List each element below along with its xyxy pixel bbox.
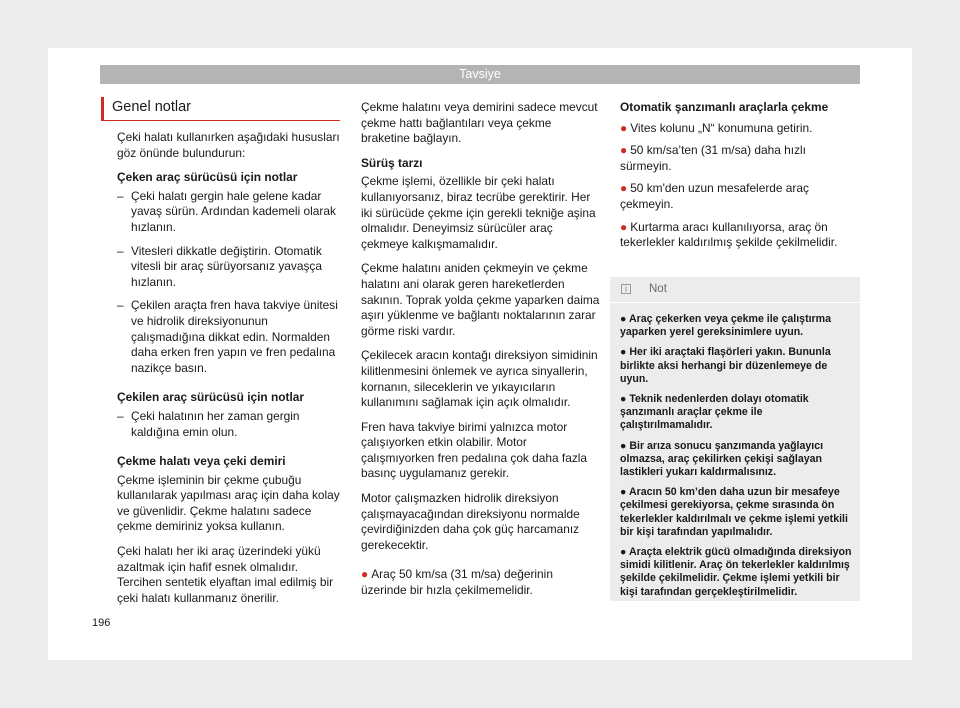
list-item: – Vitesleri dikkatle değiştirin. Otomatik vitesli bir araç sürüyorsanız yavaşça hızlanın. xyxy=(117,244,343,291)
list-item-text: Araç 50 km/sa (31 m/sa) değerinin üzerinde bir hızla çekilmemelidir. xyxy=(361,567,553,598)
bullet-icon: ● xyxy=(620,393,630,406)
note-item xyxy=(620,546,856,599)
bullet-icon: ● xyxy=(620,219,628,234)
list-item xyxy=(620,181,860,212)
paragraph: Çekme halatını aniden çekmeyin ve çekme halatını ani olarak geren hareketlerden sakının. Toprak yolda çekme yaparken daima aşırı yüklenme ve bağlantı noktalarının zarar görme riski vardır. xyxy=(361,261,600,338)
paragraph: Çekme halatını veya demirini sadece mevcut çekme hattı bağlantıları veya çekme braketine bağlayın. xyxy=(361,100,598,146)
page-number: 196 xyxy=(92,617,111,629)
note-body xyxy=(620,313,856,606)
note-item-text: Araç çekerken veya çekme ile çalıştırma yaparken yerel gereksinimlere uyun. xyxy=(620,313,831,339)
list-item xyxy=(361,567,601,598)
list-item: – Çeki halatının her zaman gergin kaldığına emin olun. xyxy=(117,409,343,440)
paragraph: Çekilecek aracın kontağı direksiyon simidinin kilitlenmesini önlemek ve ayrıca sinyallerin, kornanın, sileceklerin ve yıkayıcıların kullanımını sağlamak için açık olmalıdır. xyxy=(361,348,598,410)
paragraph: Motor çalışmazken hidrolik direksiyon çalışmayacağından direksiyonu normalde çevirdiğinizden daha çok güç harcamanız gerekecektir. xyxy=(361,491,580,552)
towed-driver-heading: Çekilen araç sürücüsü için notlar xyxy=(117,390,305,405)
note-item xyxy=(620,393,856,433)
towing-driver-heading: Çeken araç sürücüsü için notlar xyxy=(117,170,298,185)
note-item xyxy=(620,313,856,339)
header-bar: Tavsiye xyxy=(100,65,860,84)
rope-heading: Çekme halatı veya çeki demiri xyxy=(117,454,286,469)
note-item xyxy=(620,440,856,480)
bullet-icon: ● xyxy=(620,439,630,452)
bullet-icon: ● xyxy=(620,120,628,135)
note-header xyxy=(610,277,860,303)
list-item-text: 50 km'den uzun mesafelerde araç çekmeyin. xyxy=(620,181,809,211)
info-icon: i xyxy=(621,284,631,294)
bullet-icon: ● xyxy=(620,143,628,158)
list-item-text: 50 km/sa’ten (31 m/sa) daha hızlı sürmeyin. xyxy=(620,143,806,173)
driving-style-heading: Sürüş tarzı xyxy=(361,155,423,170)
intro-text: Çeki halatı kullanırken aşağıdaki hususları göz önünde bulundurun: xyxy=(117,130,340,160)
note-item xyxy=(620,346,856,386)
list-item xyxy=(620,143,860,174)
note-item-text: Teknik nedenlerden dolayı otomatik şanzımanlı araçlar çekme ile çalıştırılmamalıdır. xyxy=(620,393,809,432)
note-item-text: Araçta elektrik gücü olmadığında direksiyon simidi kilitlenir. Araç ön tekerlekler kaldırılmış şekilde çekilmelidir. Çekme işlemi yetkili bir kişi tarafından gerçekleştirilmelidir. xyxy=(620,546,852,598)
paragraph: Fren hava takviye birimi yalnızca motor çalışıyorken etkin olabilir. Motor çalışmıyorken fren pedalına çok daha fazla basınç uygulamanız gerekir. xyxy=(361,419,588,481)
paragraph: Çekme işleminin bir çekme çubuğu kullanılarak yapılması araç için daha kolay ve güvenlidir. Çekme halatını sadece çekme demiriniz yoksa kullanın. xyxy=(117,472,340,534)
list-item: – Çekilen araçta fren hava takviye ünitesi ve hidrolik direksiyonunun çalışmadığına dikkat edin. Normalden daha erken fren yapın ve fren pedalına nazikçe basın. xyxy=(117,298,343,376)
note-box xyxy=(610,277,860,601)
note-item-text: Aracın 50 km’den daha uzun bir mesafeye çekilmesi gerekiyorsa, çekme sırasında ön tekerlekler kaldırılmalı ve çekme işlemi yetkili bir kişi tarafından yapılmalıdır. xyxy=(620,486,848,538)
note-item-text: Her iki araçtaki flaşörleri yakın. Bununla birlikte aksi herhangi bir düzenlemeye de uyun. xyxy=(620,346,831,385)
list-item: – Çeki halatı gergin hale gelene kadar yavaş sürün. Ardından kademeli olarak hızlanın. xyxy=(117,189,343,236)
note-item-text: Bir arıza sonucu şanzımanda yağlayıcı olmazsa, araç çekilirken çekişi sağlayan lastikleri yukarı kaldırmalısınız. xyxy=(620,439,824,479)
column-3 xyxy=(620,100,860,258)
paragraph: Çekme işlemi, özellikle bir çeki halatı kullanıyorsanız, biraz tecrübe gerektirir. Her iki sürücüde çekme için gerekli tekniğe aşina olmalıdır. Deneyimsiz sürücüler araç çekmeye kalkışmamalıdır. xyxy=(361,174,596,251)
bullet-icon: ● xyxy=(361,567,369,582)
list-item xyxy=(620,121,860,137)
column-1 xyxy=(117,130,343,615)
bullet-icon: ● xyxy=(620,486,629,499)
list-item-text: Vites kolunu „N“ konumuna getirin. xyxy=(630,120,813,135)
automatic-heading: Otomatik şanzımanlı araçlarla çekme xyxy=(620,100,829,114)
bullet-icon: ● xyxy=(620,181,628,196)
paragraph: Çeki halatı her iki araç üzerindeki yükü azaltmak için hafif esnek olmalıdır. Tercihen sentetik elyaftan imal edilmiş bir çeki halatı kullanmanız önerilir. xyxy=(117,544,334,605)
section-title: Genel notlar xyxy=(101,97,340,121)
note-item xyxy=(620,486,856,539)
list-item xyxy=(620,220,860,251)
note-title: Not xyxy=(649,283,667,295)
bullet-icon: ● xyxy=(620,313,629,325)
bullet-icon: ● xyxy=(620,546,629,559)
list-item-text: Kurtarma aracı kullanılıyorsa, araç ön tekerlekler kaldırılmış şekilde çekilmelidir. xyxy=(620,219,838,250)
bullet-icon: ● xyxy=(620,346,630,359)
column-2 xyxy=(361,100,601,606)
